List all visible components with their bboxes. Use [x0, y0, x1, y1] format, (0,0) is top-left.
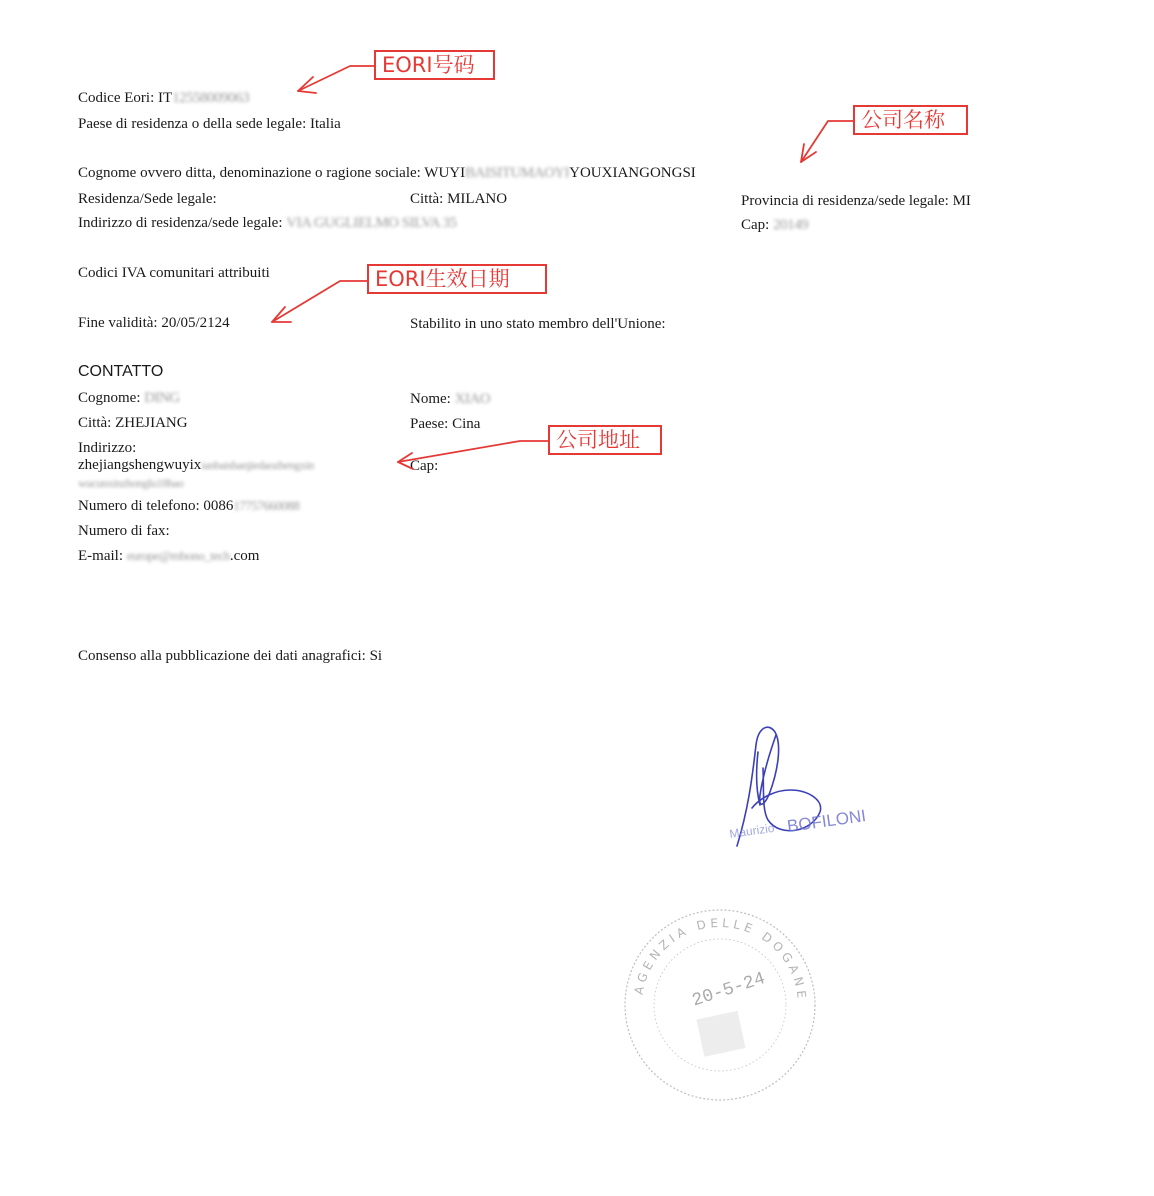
contact-fax-label: Numero di fax:	[78, 523, 170, 539]
contact-name-label: Nome:	[410, 391, 451, 407]
contact-address-line1-redacted: ianbaishanjiedaozhengxin	[201, 458, 314, 472]
eori-country-line: Paese di residenza o della sede legale: Italia	[78, 116, 341, 132]
contact-email-redacted: europe@mbono_tech	[126, 548, 230, 563]
arrow-eori-date	[272, 281, 367, 322]
annotation-eori-number: EORI号码	[374, 50, 495, 80]
consent-line: Consenso alla pubblicazione dei dati anagrafici: Si	[78, 648, 383, 664]
signature-name: BOFILONI	[785, 806, 868, 836]
company-cap-label: Cap:	[741, 217, 770, 233]
svg-text:Maurizio: Maurizio	[728, 820, 776, 841]
company-address-redacted: VIA GUGLIELMO SILVA 35	[286, 215, 457, 231]
contact-address-label: Indirizzo:	[78, 440, 137, 456]
arrow-company-address	[398, 441, 548, 462]
contact-phone-redacted: 17757660088	[233, 498, 300, 513]
annotation-company-address: 公司地址	[548, 425, 662, 455]
stamp-date: 20-5-24	[689, 969, 768, 1012]
contact-email-suffix: .com	[229, 548, 260, 564]
company-name-prefix: Cognome ovvero ditta, denominazione o ragione sociale: WUYI	[78, 165, 466, 181]
contact-phone-label: Numero di telefono: 0086	[78, 498, 234, 514]
stamp-ring-text: AGENZIA DELLE DOGANE	[631, 915, 810, 1003]
iva-codes-label: Codici IVA comunitari attribuiti	[78, 265, 270, 281]
contact-address-line2-redacted: wucunxinzhonglu18hao	[78, 476, 184, 490]
contact-city: Città: ZHEJIANG	[78, 415, 188, 431]
arrow-eori-number	[298, 66, 374, 91]
eori-code-label: Codice Eori: IT	[78, 90, 173, 106]
contact-address-line1-visible: zhejiangshengwuyix	[78, 457, 202, 473]
annotation-eori-date: EORI生效日期	[367, 264, 547, 294]
annotation-company-name: 公司名称	[853, 105, 968, 135]
company-city: Città: MILANO	[410, 191, 508, 207]
contact-email-label: E-mail:	[78, 548, 123, 564]
established-member-state: Stabilito in uno stato membro dell'Unione:	[410, 316, 666, 332]
contact-country: Paese: Cina	[410, 416, 481, 432]
contact-heading: CONTATTO	[78, 363, 164, 380]
company-cap-redacted: 20149	[773, 217, 809, 233]
company-province: Provincia di residenza/sede legale: MI	[741, 193, 971, 209]
contact-name-redacted: XIAO	[454, 391, 491, 407]
contact-cap-label: Cap:	[410, 458, 439, 474]
company-address-label: Indirizzo di residenza/sede legale:	[78, 215, 283, 231]
eori-code-redacted: 12558009063	[172, 90, 250, 106]
residenza-label: Residenza/Sede legale:	[78, 191, 217, 207]
company-name-suffix: YOUXIANGONGSI	[569, 165, 696, 181]
contact-surname-redacted: DING	[144, 390, 180, 406]
company-name-redacted: BAISITUMAOYI	[465, 165, 570, 181]
contact-surname-label: Cognome:	[78, 390, 141, 406]
end-validity: Fine validità: 20/05/2124	[78, 315, 230, 331]
